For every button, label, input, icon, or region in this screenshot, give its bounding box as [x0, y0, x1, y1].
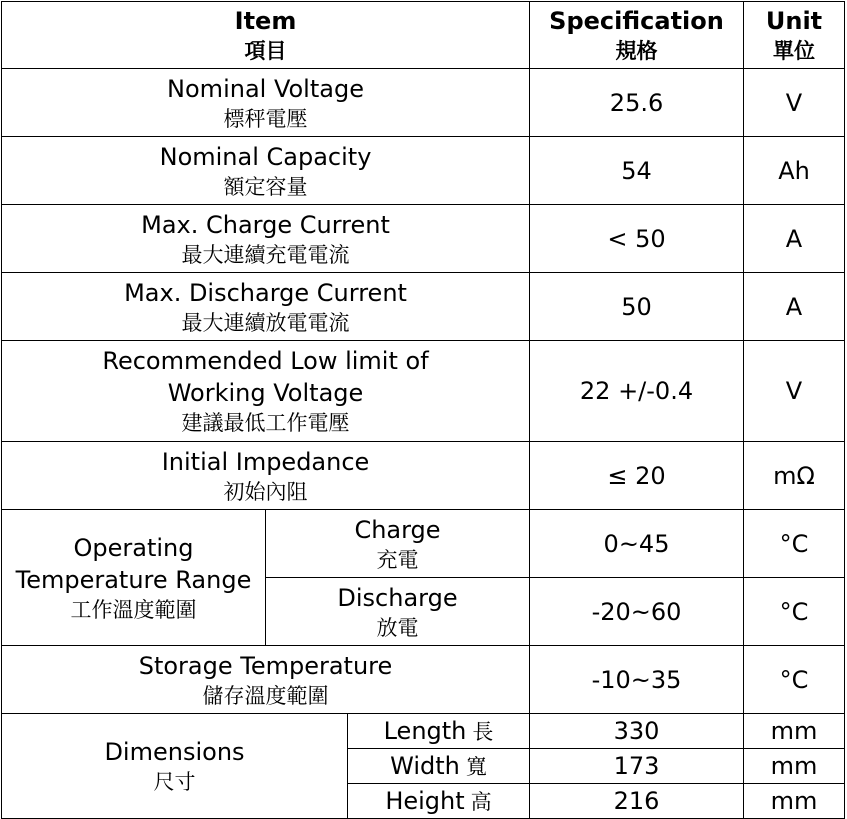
width-zh: 寬	[465, 754, 487, 779]
spec-value: -10~35	[530, 646, 744, 714]
unit-value: °C	[744, 646, 845, 714]
unit-value: A	[744, 273, 845, 341]
operating-zh: 工作溫度範圍	[70, 597, 197, 622]
height-cell	[348, 784, 530, 819]
charge-zh: 充電	[376, 547, 419, 572]
header-spec-zh: 規格	[615, 39, 658, 63]
dimensions-cell	[2, 714, 348, 819]
table-row	[2, 273, 845, 341]
item-en-line2: Working Voltage	[167, 379, 364, 407]
height-zh: 高	[470, 789, 492, 814]
discharge-cell	[266, 578, 530, 646]
length-cell	[348, 714, 530, 749]
header-item-en: Item	[234, 7, 297, 35]
item-en: Max. Discharge Current	[124, 278, 407, 307]
table-row	[2, 442, 845, 510]
dimensions-zh: 尺寸	[153, 770, 196, 794]
table-row	[2, 510, 845, 578]
item-zh: 初始內阻	[223, 479, 308, 504]
item-zh: 建議最低工作電壓	[181, 411, 350, 435]
header-unit-zh: 單位	[773, 39, 816, 63]
unit-value: mm	[744, 714, 845, 749]
header-item-zh: 項目	[244, 39, 287, 63]
storage-en: Storage Temperature	[138, 651, 393, 680]
unit-value: mΩ	[744, 442, 845, 510]
spec-value: 25.6	[530, 69, 744, 137]
item-cell	[2, 137, 530, 205]
item-en: Nominal Capacity	[159, 142, 372, 171]
item-zh: 最大連續放電電流	[181, 310, 350, 335]
item-cell	[2, 646, 530, 714]
discharge-zh: 放電	[376, 615, 419, 640]
charge-en: Charge	[354, 515, 441, 544]
spec-value: ≤ 20	[530, 442, 744, 510]
header-item-cell	[2, 2, 530, 69]
unit-value: V	[744, 69, 845, 137]
table-row	[2, 69, 845, 137]
spec-value: -20~60	[530, 578, 744, 646]
header-spec-en: Specification	[549, 7, 724, 35]
spec-value: 50	[530, 273, 744, 341]
spec-table	[1, 1, 845, 819]
spec-value: 216	[530, 784, 744, 819]
spec-value: 54	[530, 137, 744, 205]
length-en: Length	[383, 716, 467, 745]
item-zh: 標秤電壓	[223, 106, 308, 131]
item-zh: 額定容量	[223, 174, 308, 199]
discharge-en: Discharge	[337, 583, 458, 612]
item-cell	[2, 341, 530, 442]
table-row	[2, 341, 845, 442]
operating-temp-cell	[2, 510, 266, 646]
item-cell	[2, 205, 530, 273]
unit-value: A	[744, 205, 845, 273]
charge-cell	[266, 510, 530, 578]
height-en: Height	[385, 786, 465, 815]
item-en: Initial Impedance	[161, 447, 370, 476]
spec-value: < 50	[530, 205, 744, 273]
unit-value: °C	[744, 510, 845, 578]
header-row	[2, 2, 845, 69]
unit-value: V	[744, 341, 845, 442]
spec-value: 0~45	[530, 510, 744, 578]
item-zh: 最大連續充電電流	[181, 242, 350, 267]
table-row	[2, 205, 845, 273]
table-row	[2, 646, 845, 714]
spec-value: 330	[530, 714, 744, 749]
dimensions-en: Dimensions	[104, 738, 245, 766]
unit-value: °C	[744, 578, 845, 646]
header-unit-cell	[744, 2, 845, 69]
unit-value: mm	[744, 749, 845, 784]
table-row	[2, 137, 845, 205]
width-en: Width	[390, 751, 460, 780]
storage-zh: 儲存溫度範圍	[202, 683, 329, 708]
unit-value: Ah	[744, 137, 845, 205]
table-row	[2, 714, 845, 749]
unit-value: mm	[744, 784, 845, 819]
operating-en-line2: Temperature Range	[15, 565, 252, 594]
item-cell	[2, 273, 530, 341]
length-zh: 長	[472, 719, 494, 744]
item-cell	[2, 69, 530, 137]
width-cell	[348, 749, 530, 784]
item-en: Nominal Voltage	[167, 74, 364, 103]
header-spec-cell	[530, 2, 744, 69]
item-en: Max. Charge Current	[141, 210, 390, 239]
item-en-line1: Recommended Low limit of	[102, 347, 429, 375]
item-cell	[2, 442, 530, 510]
operating-en-line1: Operating	[73, 533, 194, 562]
spec-value: 22 +/-0.4	[530, 341, 744, 442]
spec-value: 173	[530, 749, 744, 784]
header-unit-en: Unit	[765, 7, 823, 35]
